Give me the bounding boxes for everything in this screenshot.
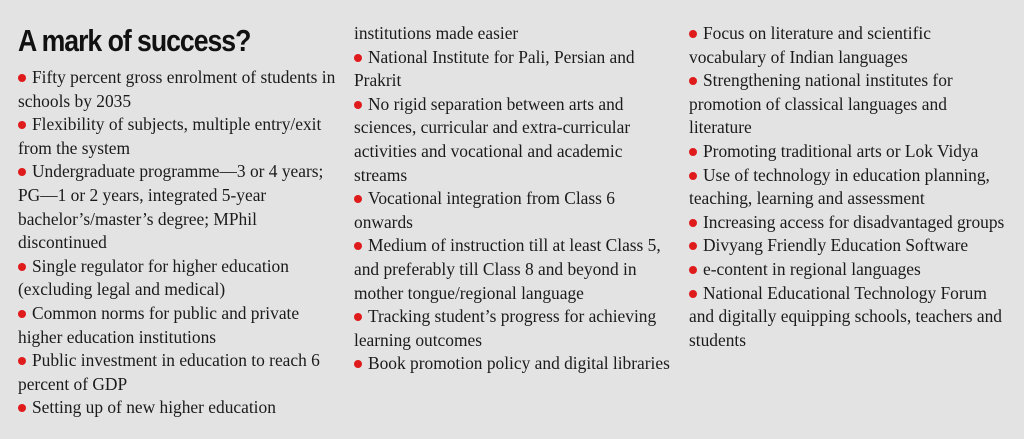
bullet-icon xyxy=(689,172,697,180)
bullet-icon xyxy=(689,30,697,38)
list-item-text: Common norms for public and private higher education institutions xyxy=(18,302,300,347)
list-item xyxy=(689,164,1011,211)
list-item xyxy=(354,46,676,93)
list-item xyxy=(354,352,676,376)
list-item xyxy=(354,187,676,234)
bullet-icon xyxy=(18,263,26,271)
list-item xyxy=(689,69,1011,140)
page-title: A mark of success? xyxy=(18,23,251,58)
bullet-icon xyxy=(689,290,697,298)
bullet-icon xyxy=(689,77,697,85)
list-item-continuation: institutions made easier xyxy=(354,23,519,43)
list-item xyxy=(18,113,340,160)
list-item-text: Focus on literature and scientific vocabulary of Indian languages xyxy=(689,23,931,67)
list-item xyxy=(18,160,340,254)
list-item xyxy=(689,282,1011,353)
list-item-text: Increasing access for disadvantaged groups xyxy=(703,211,1005,232)
column-3 xyxy=(689,22,1011,352)
list-item-text: Divyang Friendly Education Software xyxy=(703,235,969,256)
bullet-icon xyxy=(354,313,362,321)
list-item-text: Undergraduate programme—3 or 4 years; PG—1 or 2 years, integrated 5-year bachelor’s/master’s degree; MPhil discontinued xyxy=(18,161,324,253)
list-item-text: Public investment in education to reach 6 percent of GDP xyxy=(18,350,320,394)
list-item xyxy=(18,255,340,302)
bullet-icon xyxy=(354,242,362,250)
bullet-icon xyxy=(18,168,26,176)
bullet-icon xyxy=(354,101,362,109)
list-item-text: Setting up of new higher education xyxy=(32,397,276,418)
list-item xyxy=(689,22,1011,69)
list-item xyxy=(689,211,1011,235)
list-item xyxy=(689,234,1011,258)
column-2 xyxy=(354,22,676,376)
list-item xyxy=(18,349,340,396)
list-item-text: Vocational integration from Class 6 onwards xyxy=(354,188,615,232)
list-item-text: Tracking student’s progress for achieving learning outcomes xyxy=(354,306,657,350)
list-item-text: Promoting traditional arts or Lok Vidya xyxy=(703,140,979,161)
bullet-icon xyxy=(689,266,697,274)
bullet-icon xyxy=(18,357,26,365)
list-item-text: Fifty percent gross enrolment of students in schools by 2035 xyxy=(18,67,336,111)
list-item-text: No rigid separation between arts and sciences, curricular and extra-curricular activities and vocational and academic streams xyxy=(354,93,631,185)
list-item xyxy=(18,66,340,113)
list-item-text: Single regulator for higher education (excluding legal and medical) xyxy=(18,255,289,300)
bullet-icon xyxy=(18,74,26,82)
list-item xyxy=(18,302,340,349)
list-item xyxy=(354,234,676,305)
bullet-icon xyxy=(689,242,697,250)
bullet-icon xyxy=(354,54,362,62)
list-item xyxy=(689,140,1011,164)
list-item xyxy=(354,93,676,187)
bullet-icon xyxy=(18,310,26,318)
bullet-icon xyxy=(689,148,697,156)
list-item-text: National Educational Technology Forum and digitally equipping schools, teachers and students xyxy=(689,282,1002,350)
bullet-icon xyxy=(18,404,26,412)
list-item xyxy=(354,305,676,352)
list-item xyxy=(689,258,1011,282)
list-item-text: e-content in regional languages xyxy=(703,258,921,279)
bullet-icon xyxy=(354,195,362,203)
bullet-icon xyxy=(18,121,26,129)
list-item-text: National Institute for Pali, Persian and Prakrit xyxy=(354,46,635,91)
list-item xyxy=(18,396,340,420)
list-item-text: Medium of instruction till at least Class 5, and preferably till Class 8 and beyond in mother tongue/regional language xyxy=(354,235,661,303)
column-1 xyxy=(18,66,340,420)
list-item-text: Flexibility of subjects, multiple entry/exit from the system xyxy=(18,114,322,158)
list-item-text: Use of technology in education planning, teaching, learning and assessment xyxy=(689,164,990,209)
bullet-icon xyxy=(354,360,362,368)
list-item-text: Strengthening national institutes for promotion of classical languages and literature xyxy=(689,70,953,138)
bullet-icon xyxy=(689,219,697,227)
list-item-text: Book promotion policy and digital libraries xyxy=(368,353,670,374)
